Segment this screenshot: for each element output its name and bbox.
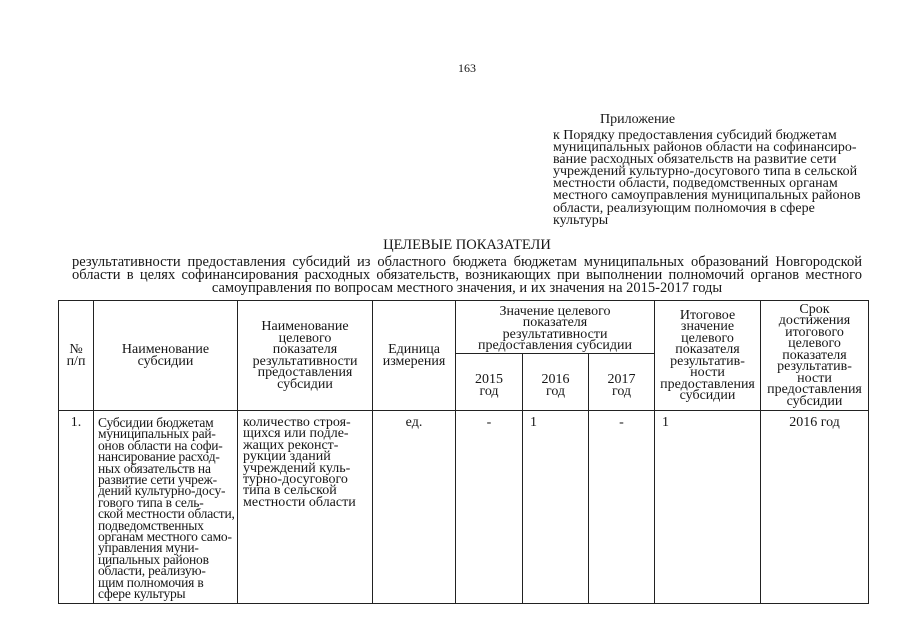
document-title: ЦЕЛЕВЫЕ ПОКАЗАТЕЛИ [383,237,551,253]
header-text-line: субсидии [137,353,194,369]
indicator-name-line: местности области [243,494,356,510]
subtitle-line: результативности предоставления субсидий из областного бюджета бюджетам муниципальных образований Новгородской [72,253,862,270]
final-value-cell: 1 [655,411,761,604]
header-text-line: предоставления субсидии [477,338,633,353]
header-text-line: достижения [778,313,851,329]
header-text-line: результативности [502,326,608,342]
value-2016-cell: 1 [523,411,589,604]
subsidy-name-line: ципальных районов [98,551,209,567]
document-subtitle [72,253,862,296]
value-2017-cell: - [589,411,655,604]
header-text-line: Наименование [121,342,210,357]
header-text-line: ности [797,370,832,386]
page-number: 163 [458,61,476,75]
header-text-line: 2016 [541,372,570,387]
header-text-line: субсидии [277,376,333,392]
header-text-line: субсидии [786,393,843,409]
appendix-reference-line: местного самоуправления муниципальных районов [553,188,861,204]
header-text-line: Наименование [261,319,349,334]
header-text-line: 2015 [475,372,503,387]
appendix-reference-line: учреждений культурно-досугового типа в сельской [553,164,858,180]
appendix-reference-line: местности области, подведомственных органам [553,176,838,192]
subtitle-line: самоуправления по вопросам местного значения, и их значения на 2015-2017 годы [211,279,723,296]
header-text-line: Значение целевого [499,303,611,319]
subsidy-name-line: ных обязательств на [98,460,211,476]
header-text-line: п/п [66,353,86,369]
header-text-line: результатив- [777,359,852,375]
header-subsidy-name [94,301,238,411]
indicator-name-line: жащих реконст- [243,437,339,453]
header-text-line: 2017 [607,372,636,387]
header-text-line: предоставления [660,376,755,392]
header-text-line: субсидии [679,388,736,403]
indicator-name-line: рукции зданий [243,449,331,465]
header-number [59,301,94,411]
header-year-2016 [523,354,589,411]
appendix-reference-line: области, реализующим полномочия в сфере [553,200,815,216]
subsidy-name-line: сфере культуры [98,586,186,602]
unit-cell: ед. [373,411,456,604]
header-text-line: показателя [675,342,740,357]
header-text-line: год [479,383,499,399]
indicator-name-line: щихся или подле- [243,426,349,442]
appendix-reference-line: вание расходных обязательств на развитие сети [553,152,837,168]
subsidy-name-line: подведомственных [98,517,204,533]
header-text-line: значение [680,319,735,334]
header-text-line: год [611,383,632,399]
header-text-line: результативности [252,353,358,369]
header-text-line: предоставления [767,382,862,398]
subsidy-name-line: управления муни- [98,540,199,556]
subsidy-name-line: дений культурно-досу- [98,483,226,499]
subsidy-name-line: развитие сети учреж- [98,472,217,488]
subsidy-name-line: гового типа в сель- [98,494,204,510]
header-text-line: предоставления [257,365,353,380]
header-text-line: показателя [272,342,338,357]
header-target-value [456,301,655,354]
header-text-line: целевого [681,330,734,346]
subsidy-name-cell [94,411,238,604]
header-text-line: целевого [788,336,841,352]
header-text-line: ности [690,365,725,380]
appendix-title: Приложение [600,112,676,127]
header-year-2015 [456,354,523,411]
subsidy-name-line: органам местного само- [98,529,232,545]
header-text-line: Единица [388,342,440,357]
header-text-line: год [545,383,566,399]
subsidy-name-line: ской местности области, [98,506,235,522]
indicator-name-line: турно-досугового [243,472,348,488]
indicator-name-cell [238,411,373,604]
subsidy-name-line: муниципальных рай- [98,426,216,442]
subsidy-name-line: щим полномочия в [98,574,204,590]
deadline-cell: 2016 год [761,411,869,604]
row-number: 1. [59,411,94,604]
header-text-line: № [69,342,83,357]
header-text-line: показателя [522,315,588,330]
appendix-reference-line: культуры [553,212,609,228]
header-final-value [655,301,761,411]
header-text-line: Срок [799,301,830,317]
header-text-line: итогового [785,324,844,340]
header-deadline [761,301,869,411]
indicator-name-line: учреждений куль- [243,460,351,476]
appendix-reference-line: к Порядку предоставления субсидий бюджетам [553,128,837,143]
header-text-line: измерения [382,353,446,369]
header-year-2017 [589,354,655,411]
header-indicator-name [238,301,373,411]
header-text-line: целевого [278,330,332,346]
header-text-line: результатив- [670,353,745,369]
table-header-row [59,301,869,354]
header-unit [373,301,456,411]
appendix-reference-line: муниципальных районов области на софинансиро- [553,140,857,156]
subsidy-name-line: Субсидии бюджетам [98,415,214,430]
appendix-reference [553,130,861,227]
indicator-name-line: типа в сельской [243,483,337,499]
target-indicators-table [58,300,869,604]
indicator-name-line: количество строя- [243,415,351,430]
header-text-line: Итоговое [679,307,736,323]
subsidy-name-line: нансирование расход- [98,449,220,465]
value-2015-cell: - [456,411,523,604]
header-text-line: показателя [782,347,847,363]
subsidy-name-line: онов области на софи- [98,437,223,453]
subsidy-name-line: области, реализую- [98,563,206,579]
table-row [59,411,869,604]
subtitle-line: области в целях софинансирования расходных обязательств, возникающих при выполнении полномочий органов местного [72,266,862,283]
